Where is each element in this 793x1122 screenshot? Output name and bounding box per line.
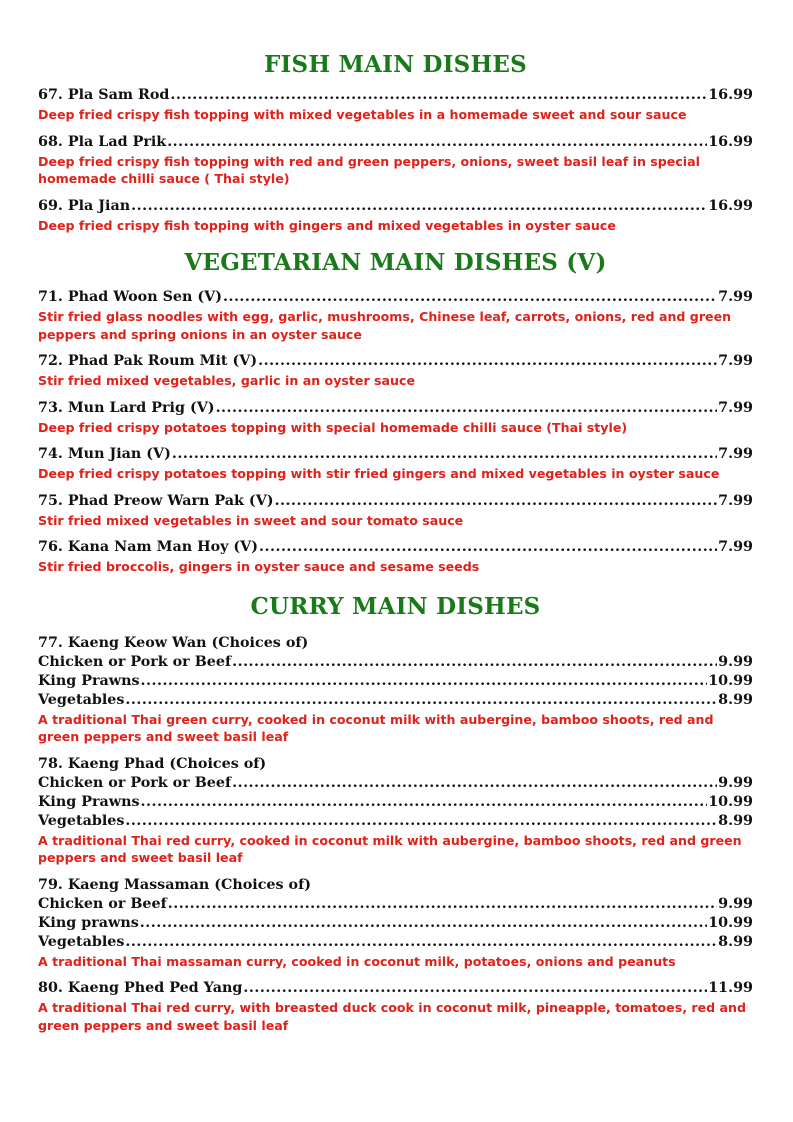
menu-item xyxy=(38,445,753,483)
option-name: Vegetables xyxy=(38,691,125,708)
dish-name: 67. Pla Sam Rod xyxy=(38,87,170,103)
dish-description: A traditional Thai green curry, cooked in coconut milk with aubergine, bamboo shoots, red and green peppers and sweet basil leaf xyxy=(38,711,714,744)
option-name: King Prawns xyxy=(38,672,140,689)
dish-price: 11.99 xyxy=(708,980,753,996)
leader-dots xyxy=(223,288,717,307)
option-price: 10.99 xyxy=(708,914,753,931)
option-name: Vegetables xyxy=(38,812,125,829)
dish-price: 7.99 xyxy=(718,492,753,509)
option-name: Chicken or Pork or Beef xyxy=(38,653,232,670)
dish-name: 68. Pla Lad Prik xyxy=(38,133,167,150)
fish-section xyxy=(38,50,753,234)
dish-name: 69. Pla Jian xyxy=(38,197,131,214)
menu-item xyxy=(38,197,753,235)
dish-price: 7.99 xyxy=(718,446,753,462)
option-price: 10.99 xyxy=(708,672,753,689)
leader-dots xyxy=(141,672,708,691)
section-title: CURRY MAIN DISHES xyxy=(250,592,541,620)
dish-name: 72. Phad Pak Roum Mit (V) xyxy=(38,353,258,369)
dish-description: Deep fried crispy fish topping with red and green peppers, onions, sweet basil leaf in special homemade chilli sauce ( Thai style) xyxy=(38,153,700,186)
curry-item xyxy=(38,876,753,971)
dish-description: A traditional Thai red curry, with breasted duck cook in coconut milk, pineapple, tomatoes, red and green peppers and sweet basil leaf xyxy=(38,1000,747,1033)
menu-item xyxy=(38,133,753,188)
dish-description: Deep fried crispy potatoes topping with stir fried gingers and mixed vegetables in oyster sauce xyxy=(38,466,720,481)
curry-item xyxy=(38,634,753,746)
dish-name: 73. Mun Lard Prig (V) xyxy=(38,399,215,416)
leader-dots xyxy=(258,352,717,371)
option-price: 9.99 xyxy=(718,653,753,670)
dish-description: A traditional Thai red curry, cooked in coconut milk with aubergine, bamboo shoots, red and green peppers and sweet basil leaf xyxy=(38,832,742,865)
option-name: King prawns xyxy=(38,914,139,931)
leader-dots xyxy=(125,691,717,710)
dish-price: 16.99 xyxy=(708,197,753,214)
section-title: FISH MAIN DISHES xyxy=(264,51,527,78)
dish-name: 80. Kaeng Phed Ped Yang xyxy=(38,980,243,996)
option-price: 9.99 xyxy=(718,774,753,791)
dish-description: Stir fried broccolis, gingers in oyster sauce and sesame seeds xyxy=(38,559,480,574)
menu-item xyxy=(38,538,753,576)
option-price: 8.99 xyxy=(718,691,753,708)
leader-dots xyxy=(232,774,717,793)
dish-price: 7.99 xyxy=(718,399,753,416)
dish-price: 16.99 xyxy=(708,133,753,150)
leader-dots xyxy=(170,86,707,105)
leader-dots xyxy=(141,793,708,812)
leader-dots xyxy=(140,914,707,933)
option-price: 9.99 xyxy=(718,895,753,912)
leader-dots xyxy=(172,445,717,464)
menu-item xyxy=(38,86,753,124)
option-name: Vegetables xyxy=(38,933,125,950)
dish-price: 7.99 xyxy=(718,539,753,555)
leader-dots xyxy=(131,197,707,216)
dish-price: 16.99 xyxy=(708,87,753,103)
option-name: Chicken or Pork or Beef xyxy=(38,774,232,791)
leader-dots xyxy=(167,133,707,152)
leader-dots xyxy=(232,653,717,672)
menu-item xyxy=(38,352,753,390)
dish-description: Stir fried glass noodles with egg, garlic, mushrooms, Chinese leaf, carrots, onions, red and green peppers and spring onions in an oyster sauce xyxy=(38,309,732,342)
option-price: 10.99 xyxy=(708,793,753,810)
dish-price: 7.99 xyxy=(718,289,753,305)
leader-dots xyxy=(168,895,717,914)
dish-description: Deep fried crispy fish topping with gingers and mixed vegetables in oyster sauce xyxy=(38,217,616,233)
curry-item xyxy=(38,755,753,867)
section-title: VEGETARIAN MAIN DISHES (V) xyxy=(184,249,607,276)
menu-item xyxy=(38,288,753,343)
leader-dots xyxy=(125,812,717,831)
option-price: 8.99 xyxy=(718,933,753,950)
leader-dots xyxy=(259,538,717,557)
dish-description: Stir fried mixed vegetables in sweet and sour tomato sauce xyxy=(38,512,464,528)
curry-heading: 77. Kaeng Keow Wan (Choices of) xyxy=(38,634,309,651)
dish-name: 71. Phad Woon Sen (V) xyxy=(38,289,222,305)
dish-price: 7.99 xyxy=(718,353,753,369)
leader-dots xyxy=(216,399,718,418)
menu-item xyxy=(38,399,753,437)
vegetarian-section xyxy=(38,248,753,576)
menu-item xyxy=(38,979,753,1034)
dish-name: 75. Phad Preow Warn Pak (V) xyxy=(38,492,274,509)
dish-name: 76. Kana Nam Man Hoy (V) xyxy=(38,539,259,555)
dish-description: Deep fried crispy potatoes topping with special homemade chilli sauce (Thai style) xyxy=(38,419,628,435)
leader-dots xyxy=(275,492,718,511)
option-price: 8.99 xyxy=(718,812,753,829)
dish-description: Stir fried mixed vegetables, garlic in an oyster sauce xyxy=(38,373,416,388)
curry-section xyxy=(38,592,753,1035)
option-name: King Prawns xyxy=(38,793,140,810)
option-name: Chicken or Beef xyxy=(38,895,167,912)
dish-name: 74. Mun Jian (V) xyxy=(38,446,171,462)
dish-description: Deep fried crispy fish topping with mixed vegetables in a homemade sweet and sour sauce xyxy=(38,107,687,122)
dish-description: A traditional Thai massaman curry, cooked in coconut milk, potatoes, onions and peanuts xyxy=(38,953,676,969)
menu-item xyxy=(38,492,753,530)
curry-heading: 79. Kaeng Massaman (Choices of) xyxy=(38,876,312,893)
leader-dots xyxy=(125,933,717,952)
leader-dots xyxy=(243,979,707,998)
curry-heading: 78. Kaeng Phad (Choices of) xyxy=(38,755,267,772)
